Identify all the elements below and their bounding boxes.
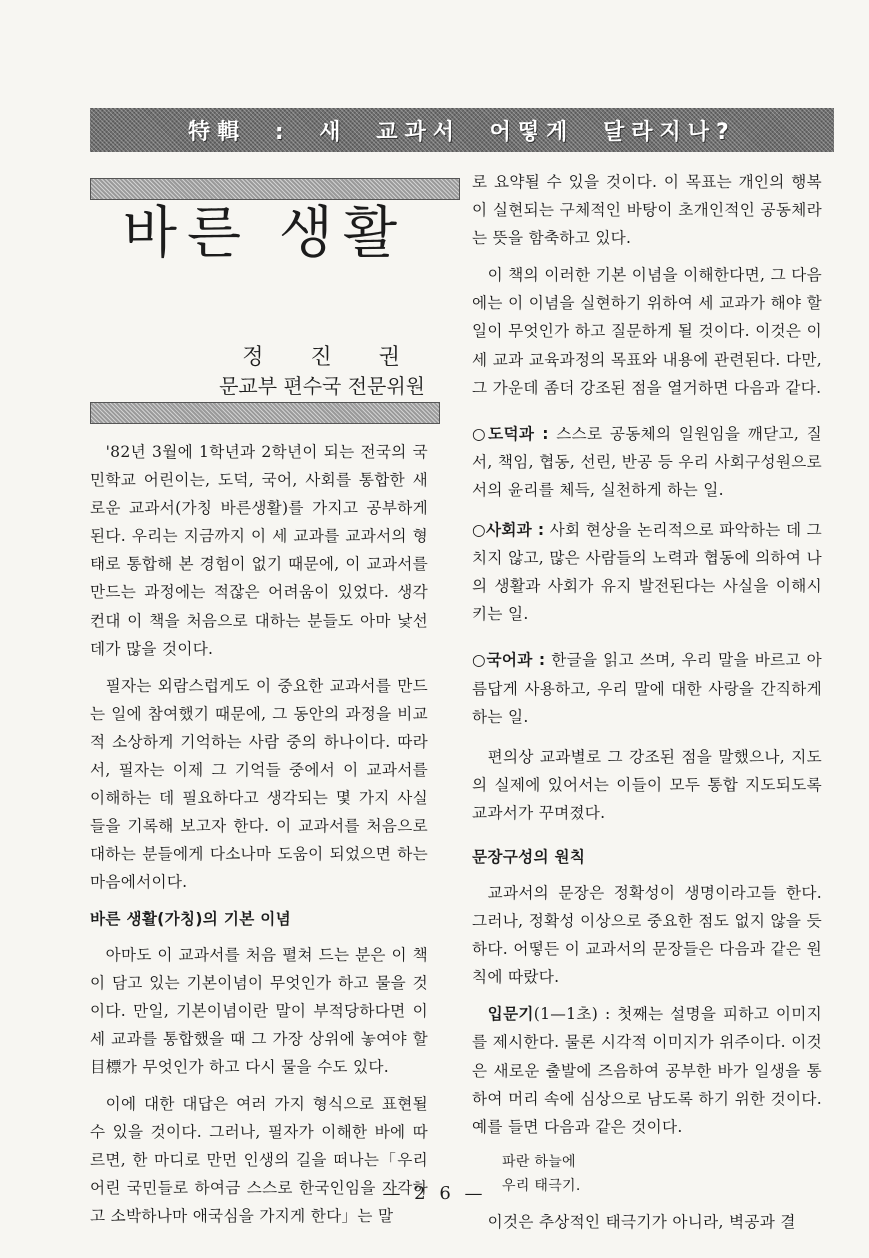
page-number: — 2 6 — — [382, 1183, 487, 1204]
subject-text: 스스로 공동체의 일원임을 깨닫고, 질서, 책임, 협동, 선린, 반공 등 우리 사회구성원으로서의 윤리를 체득, 실천하게 하는 일. — [472, 424, 822, 499]
paragraph: 아마도 이 교과서를 처음 펼쳐 드는 분은 이 책이 담고 있는 기본이념이 무엇인가 하고 물을 것이다. 만일, 기본이념이란 말이 부적당하다면 이 세 교과를 통합했을 때 그 가장 상위에 놓여야 할 目標가 무엇인가 하고 다시 물을 수도 있다. — [90, 945, 428, 1076]
article-title: 바른 생활 — [122, 201, 408, 266]
paragraph-text: (1—1초) : 첫째는 설명을 피하고 이미지를 제시한다. 물론 시각적 이미지가 위주이다. 이것은 새로운 출발에 즈음하여 공부한 바가 일생을 통하여 머리 속에 심상으로 남도록 하기 위한 것이다. 예를 들면 다음과 같은 것이다. — [472, 1005, 822, 1136]
subject-item — [472, 646, 822, 730]
inline-term: 입문기 — [487, 1005, 534, 1024]
paragraph: 필자는 외람스럽게도 이 중요한 교과서를 만드는 일에 참여했기 때문에, 그 동안의 과정을 비교적 소상하게 기억하는 사람 중의 하나이다. 따라서, 필자는 이제 그 기억들 중에서 이 교과서를 이해하는 데 필요하다고 생각되는 몇 가지 사실들을 기록해 보고자 한다. 이 교과서를 처음으로 대하는 분들에게 다소나마 도움이 되었으면 하는 마음에서이다. — [90, 676, 428, 892]
banner-text: 特輯 : 새 교과서 어떻게 달라지나? — [188, 119, 736, 145]
subject-label: ○사회과 : — [472, 521, 545, 540]
author-position: 문교부 편수국 전문위원 — [219, 374, 425, 398]
paragraph: 이것은 추상적인 태극기가 아니라, 벽공과 결 — [487, 1212, 796, 1231]
poem-line: 파란 하늘에 — [502, 1153, 576, 1170]
paragraph: 이 책의 이러한 기본 이념을 이해한다면, 그 다음에는 이 이념을 실현하기 위하여 세 교과가 해야 할 일이 무엇인가 하고 질문하게 될 것이다. 이것은 이 세 교과 교육과정의 목표와 내용에 관련된다. 다만, 그 가운데 좀더 강조된 점을 열거하면 다음과 같다. — [472, 266, 822, 397]
paragraph: '82년 3월에 1학년과 2학년이 되는 전국의 국민학교 어린이는, 도덕, 국어, 사회를 통합한 새로운 교과서(가칭 바른생활)를 가지고 공부하게 된다. 우리는 지금까지 이 세 교과를 교과서의 형태로 통합해 본 경험이 없기 때문에, 이 교과서를 만드는 과정에는 적잖은 어려움이 있었다. 생각컨대 이 책을 처음으로 대하는 분들도 아마 낯선 데가 많을 것이다. — [90, 443, 428, 658]
section-banner — [90, 108, 834, 152]
subject-label: ○국어과 : — [472, 651, 546, 670]
subject-item — [472, 420, 822, 504]
paragraph — [472, 1000, 822, 1140]
section-heading: 바른 생활(가칭)의 기본 이념 — [90, 909, 292, 928]
subject-text: 사회 현상을 논리적으로 파악하는 데 그치지 않고, 많은 사람들의 노력과 협동에 의하여 나의 생활과 사회가 유지 발전된다는 사실을 이해시키는 일. — [472, 521, 822, 624]
subject-text: 한글을 읽고 쓰며, 우리 말을 바르고 아름답게 사용하고, 우리 말에 대한 사랑을 간직하게 하는 일. — [472, 651, 822, 726]
paragraph: 이에 대한 대답은 여러 가지 형식으로 표현될 수 있을 것이다. 그러나, 필자가 이해한 바에 따르면, 한 마디로 만먼 인생의 길을 떠나는「우리 어린 국민들로 하여금 스스로 한국인임을 자각하고 소박하나마 애국심을 가지게 한다」는 말 — [90, 1094, 428, 1226]
paragraph: 편의상 교과별로 그 강조된 점을 말했으나, 지도의 실제에 있어서는 이들이 모두 통합 지도되도록 교과서가 꾸며졌다. — [472, 747, 822, 822]
poem-line: 우리 태극기. — [502, 1177, 581, 1194]
paragraph: 교과서의 문장은 정확성이 생명이라고들 한다. 그러나, 정확성 이상으로 중요한 점도 없지 않을 듯하다. 어떻든 이 교과서의 문장들은 다음과 같은 원칙에 따랐다. — [472, 883, 822, 987]
subject-item — [472, 516, 822, 628]
left-column — [90, 438, 428, 1239]
paragraph: 로 요약될 수 있을 것이다. 이 목표는 개인의 행복이 실현되는 구체적인 바탕이 초개인적인 공동체라는 뜻을 함축하고 있다. — [472, 173, 822, 248]
right-column — [472, 168, 822, 1245]
author-name: 정 진 권 — [242, 345, 420, 370]
title-top-stripe — [90, 178, 460, 200]
subject-label: ○도덕과 : — [472, 424, 549, 443]
author-bottom-stripe — [90, 402, 440, 424]
section-heading: 문장구성의 원칙 — [472, 847, 586, 866]
